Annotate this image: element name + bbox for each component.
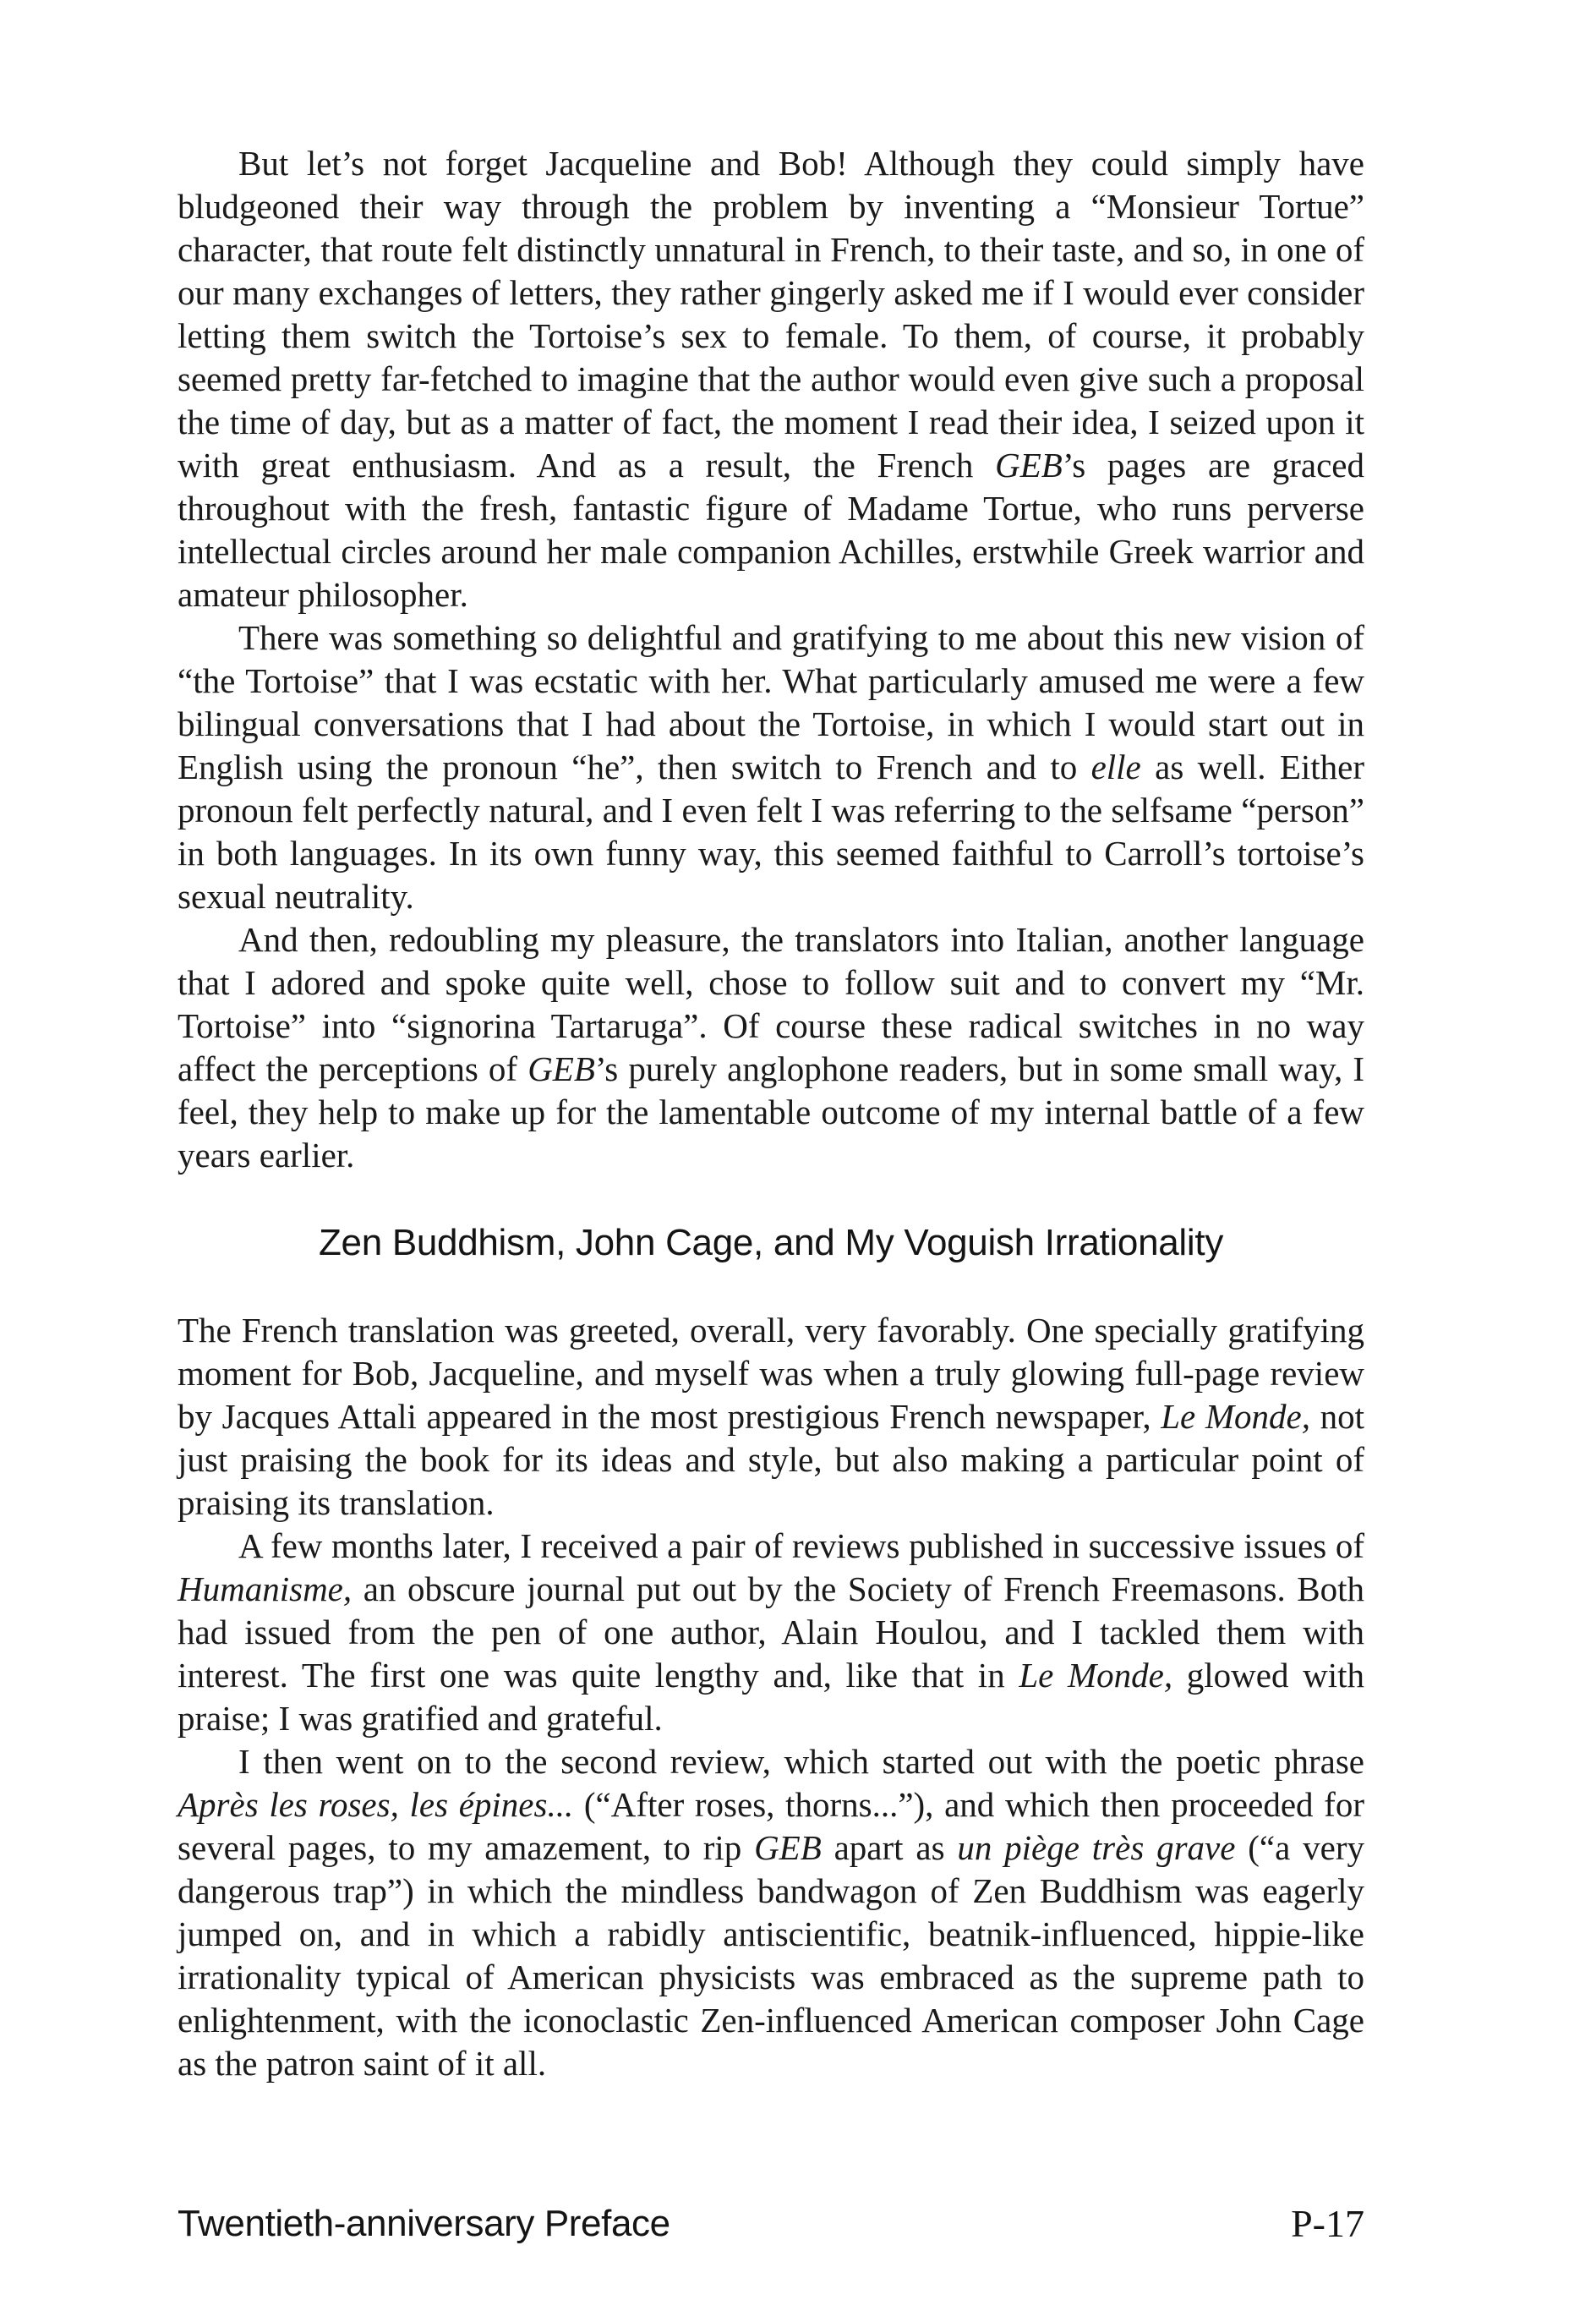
running-footer-title: Twentieth-anniversary Preface: [178, 2203, 670, 2244]
text-column: [178, 142, 1364, 2085]
body-paragraph: [178, 1525, 1364, 1740]
text-run: apart as: [821, 1828, 958, 1867]
italic-run: un piège très grave: [957, 1828, 1236, 1867]
italic-run: Après les roses, les épines...: [178, 1785, 574, 1824]
text-run: ’s pages are graced throughout with the fresh, fantastic figure of Madame Tortue, who runs perverse intellectual circles around her male companion Achilles, erstwhile Greek warrior and amateur philosopher.: [178, 446, 1364, 614]
body-paragraph: [178, 142, 1364, 616]
text-run: not just praising the book for its ideas and style, but also making a particular point of praising its translation.: [178, 1397, 1364, 1522]
text-run: There was something so delightful and gratifying to me about this new vision of “the Tortoise” that I was ecstatic with her. What particularly amused me were a few bilingual conversations that I had about the Tortoise, in which I would start out in English using the pronoun “he”, then switch to French and to: [178, 618, 1364, 786]
text-run: ’s purely anglophone readers, but in some small way, I feel, they help to make up for the lamentable outcome of my internal battle of a few years earlier.: [178, 1049, 1364, 1175]
body-paragraph: [178, 1309, 1364, 1525]
text-run: as well. Either pronoun felt perfectly natural, and I even felt I was referring to the selfsame “person” in both languages. In its own funny way, this seemed faithful to Carroll’s tortoise’s sexual neutrality.: [178, 748, 1364, 916]
body-paragraph: [178, 1740, 1364, 2085]
text-run: glowed with praise; I was gratified and grateful.: [178, 1656, 1364, 1738]
body-paragraph: [178, 918, 1364, 1177]
page-footer: [178, 2200, 1364, 2251]
text-run: (“After roses, thorns...”), and which then proceeded for several pages, to my amazement, to rip: [178, 1785, 1364, 1867]
text-run: The French translation was greeted, overall, very favorably. One specially gratifying moment for Bob, Jacqueline, and myself was when a truly glowing full-page review by Jacques Attali appeared in the most prestigious French newspaper,: [178, 1311, 1364, 1436]
intro-paragraphs: [178, 142, 1364, 1177]
section-heading: Zen Buddhism, John Cage, and My Voguish Irrationality: [318, 1222, 1224, 1263]
body-paragraph: [178, 616, 1364, 918]
text-run: (“a very dangerous trap”) in which the mindless bandwagon of Zen Buddhism was eagerly jumped on, and in which a rabidly antiscientific, beatnik-influenced, hippie-like irrationality typical of American physicists was embraced as the supreme path to enlightenment, with the iconoclastic Zen-influenced American composer John Cage as the patron saint of it all.: [178, 1828, 1364, 2083]
text-run: an obscure journal put out by the Society of French Freemasons. Both had issued from the pen of one author, Alain Houlou, and I tackled them with interest. The first one was quite lengthy and, like that in: [178, 1569, 1364, 1695]
text-run: I then went on to the second review, which started out with the poetic phrase: [238, 1742, 1364, 1781]
text-run: A few months later, I received a pair of reviews published in successive issues of: [238, 1526, 1364, 1565]
italic-run: Le Monde,: [1019, 1656, 1173, 1695]
italic-run: GEB: [527, 1049, 595, 1088]
italic-run: Humanisme,: [178, 1569, 353, 1608]
page-number: P-17: [1291, 2202, 1364, 2245]
text-run: And then, redoubling my pleasure, the translators into Italian, another language that I adored and spoke quite well, chose to follow suit and to convert my “Mr. Tortoise” into “signorina Tartaruga”. Of course these radical switches in no way affect the perceptions of: [178, 920, 1364, 1088]
italic-run: Le Monde,: [1161, 1397, 1310, 1436]
section-paragraphs: [178, 1309, 1364, 2085]
text-run: But let’s not forget Jacqueline and Bob! Although they could simply have bludgeoned their way through the problem by inventing a “Monsieur Tortue” character, that route felt distinctly unnatural in French, to their taste, and so, in one of our many exchanges of letters, they rather gingerly asked me if I would ever consider letting them switch the Tortoise’s sex to female. To them, of course, it probably seemed pretty far-fetched to imagine that the author would even give such a proposal the time of day, but as a matter of fact, the moment I read their idea, I seized upon it with great enthusiasm. And as a result, the French: [178, 144, 1364, 485]
italic-run: GEB: [995, 446, 1063, 485]
italic-run: GEB: [754, 1828, 822, 1867]
italic-run: elle: [1090, 748, 1141, 786]
